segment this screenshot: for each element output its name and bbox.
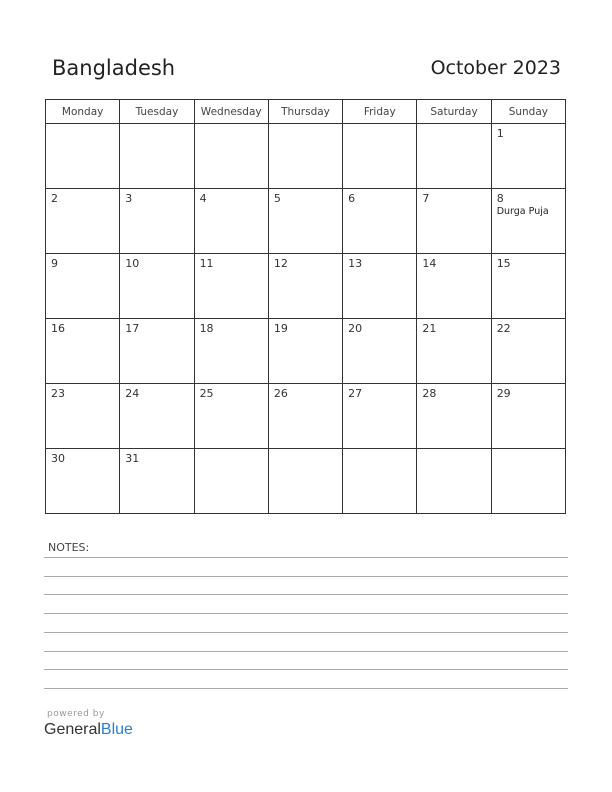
day-number: 24 bbox=[125, 387, 140, 400]
day-number: 18 bbox=[199, 322, 214, 335]
day-number: 16 bbox=[51, 322, 65, 335]
calendar-grid bbox=[45, 99, 566, 514]
day-cell bbox=[491, 254, 565, 319]
weekday-header-row bbox=[46, 100, 566, 124]
day-cell bbox=[268, 254, 342, 319]
day-cell bbox=[491, 384, 565, 449]
day-cell bbox=[343, 384, 417, 449]
week-row bbox=[46, 449, 566, 514]
brand-general-text: General bbox=[44, 721, 101, 738]
day-number: 12 bbox=[273, 257, 288, 270]
day-cell bbox=[120, 124, 194, 189]
day-number: 7 bbox=[422, 192, 430, 205]
day-cell bbox=[417, 384, 491, 449]
calendar-body bbox=[46, 124, 566, 514]
day-cell bbox=[194, 449, 268, 514]
week-row bbox=[46, 319, 566, 384]
generalblue-logo[interactable] bbox=[44, 721, 133, 739]
notes-line bbox=[44, 576, 568, 577]
notes-label: NOTES: bbox=[48, 541, 90, 554]
week-row bbox=[46, 124, 566, 189]
day-cell bbox=[120, 189, 194, 254]
day-cell bbox=[268, 189, 342, 254]
week-row bbox=[46, 254, 566, 319]
day-cell bbox=[343, 254, 417, 319]
day-cell bbox=[194, 189, 268, 254]
day-number: 29 bbox=[496, 387, 511, 400]
day-cell bbox=[491, 189, 565, 254]
day-number: 14 bbox=[422, 257, 437, 270]
day-cell bbox=[46, 254, 120, 319]
day-cell bbox=[417, 449, 491, 514]
day-cell bbox=[343, 449, 417, 514]
day-number: 10 bbox=[125, 257, 140, 270]
day-number: 22 bbox=[496, 322, 511, 335]
day-number: 13 bbox=[348, 257, 363, 270]
weekday-friday: Friday bbox=[343, 100, 417, 124]
notes-line bbox=[44, 613, 568, 614]
day-number: 2 bbox=[51, 192, 58, 205]
day-cell bbox=[417, 319, 491, 384]
day-cell bbox=[46, 124, 120, 189]
day-number: 28 bbox=[422, 387, 437, 400]
day-number: 23 bbox=[51, 387, 65, 400]
day-cell bbox=[268, 319, 342, 384]
day-cell bbox=[417, 124, 491, 189]
day-number: 4 bbox=[199, 192, 207, 205]
day-cell bbox=[417, 254, 491, 319]
holiday-label: Durga Puja bbox=[496, 206, 549, 217]
day-cell bbox=[491, 124, 565, 189]
week-row bbox=[46, 189, 566, 254]
weekday-wednesday: Wednesday bbox=[194, 100, 268, 124]
week-row bbox=[46, 384, 566, 449]
day-number: 9 bbox=[51, 257, 58, 270]
weekday-sunday: Sunday bbox=[491, 100, 565, 124]
brand-blue-text: Blue bbox=[100, 721, 133, 738]
day-number: 1 bbox=[496, 127, 504, 140]
day-number: 3 bbox=[125, 192, 133, 205]
day-number: 5 bbox=[273, 192, 281, 205]
powered-by-text: powered by bbox=[47, 709, 105, 719]
day-number: 26 bbox=[273, 387, 288, 400]
notes-line bbox=[44, 688, 568, 689]
day-cell bbox=[120, 449, 194, 514]
day-number: 6 bbox=[348, 192, 356, 205]
notes-line bbox=[44, 557, 568, 558]
day-number: 30 bbox=[51, 452, 65, 465]
weekday-saturday: Saturday bbox=[417, 100, 491, 124]
day-cell bbox=[268, 384, 342, 449]
day-cell bbox=[46, 189, 120, 254]
day-cell bbox=[46, 449, 120, 514]
notes-line bbox=[44, 669, 568, 670]
day-number: 27 bbox=[348, 387, 363, 400]
day-number: 11 bbox=[199, 257, 214, 270]
month-title: October 2023 bbox=[430, 57, 561, 79]
day-cell bbox=[343, 124, 417, 189]
day-cell bbox=[194, 124, 268, 189]
day-cell bbox=[120, 319, 194, 384]
weekday-tuesday: Tuesday bbox=[120, 100, 194, 124]
country-title: Bangladesh bbox=[52, 56, 176, 80]
day-cell bbox=[491, 319, 565, 384]
day-number: 20 bbox=[348, 322, 363, 335]
day-number: 25 bbox=[199, 387, 214, 400]
day-cell bbox=[194, 319, 268, 384]
day-number: 17 bbox=[125, 322, 140, 335]
day-number: 15 bbox=[496, 257, 511, 270]
day-cell bbox=[343, 319, 417, 384]
notes-line bbox=[44, 594, 568, 595]
day-cell bbox=[46, 319, 120, 384]
day-cell bbox=[120, 384, 194, 449]
day-number: 21 bbox=[422, 322, 437, 335]
weekday-monday: Monday bbox=[46, 100, 120, 124]
day-cell bbox=[417, 189, 491, 254]
notes-line bbox=[44, 651, 568, 652]
day-cell bbox=[46, 384, 120, 449]
day-number: 19 bbox=[273, 322, 288, 335]
day-number: 8 bbox=[496, 192, 504, 205]
day-cell bbox=[194, 254, 268, 319]
day-cell bbox=[194, 384, 268, 449]
day-cell bbox=[491, 449, 565, 514]
day-cell bbox=[268, 449, 342, 514]
day-cell bbox=[343, 189, 417, 254]
day-number: 31 bbox=[125, 452, 140, 465]
notes-line bbox=[44, 632, 568, 633]
day-cell bbox=[120, 254, 194, 319]
weekday-thursday: Thursday bbox=[268, 100, 342, 124]
day-cell bbox=[268, 124, 342, 189]
